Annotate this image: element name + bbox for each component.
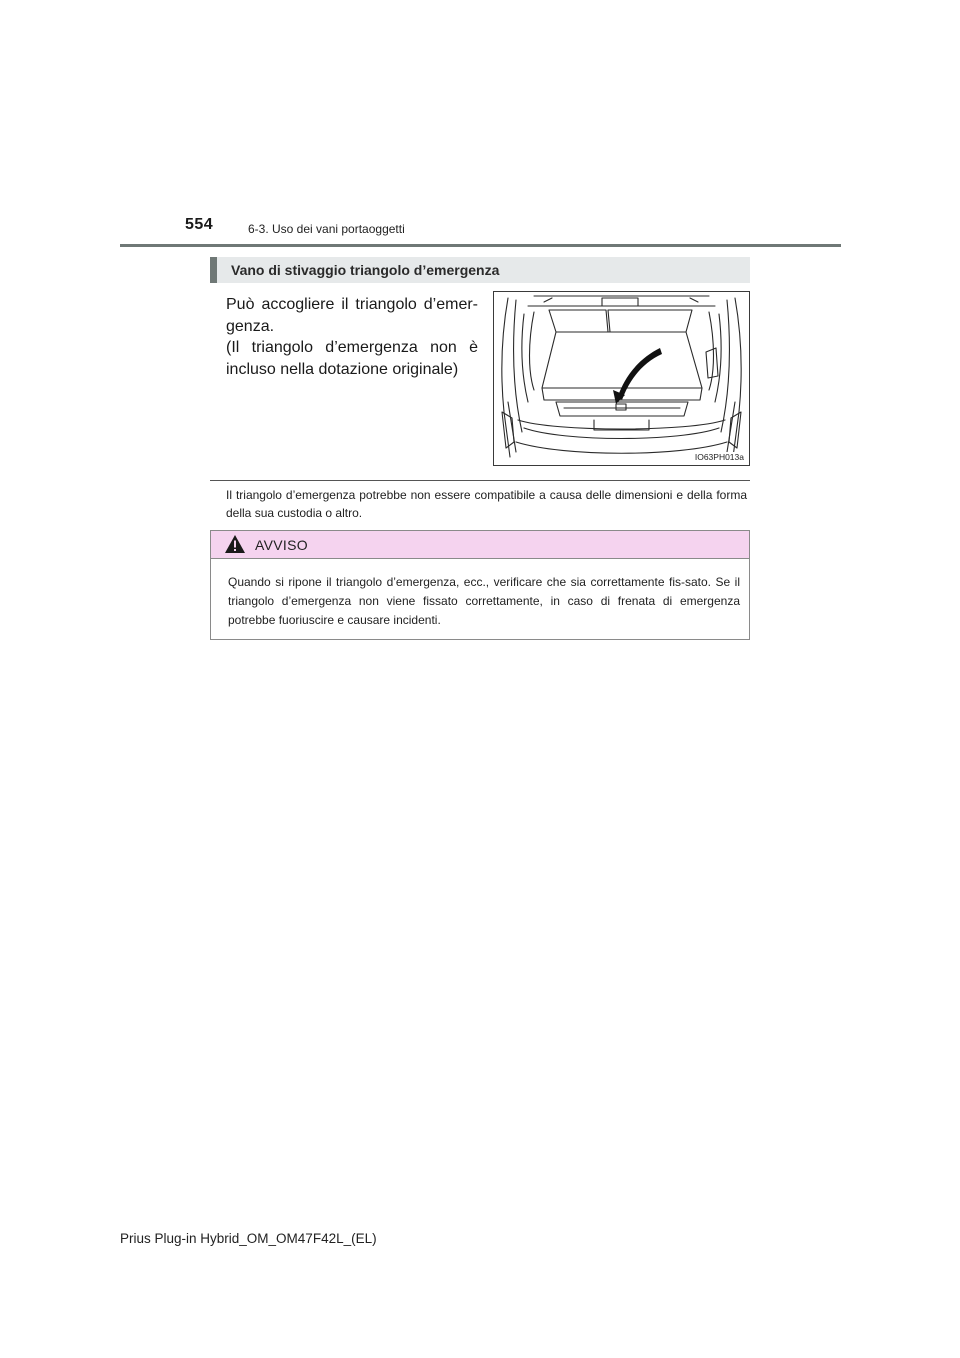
trunk-illustration: [493, 291, 750, 466]
header-rule: [120, 244, 841, 247]
footer-text: Prius Plug-in Hybrid_OM_OM47F42L_(EL): [120, 1231, 377, 1246]
body-text: [226, 294, 478, 380]
section-title: 6-3. Uso dei vani portaoggetti: [248, 222, 405, 236]
trunk-drawing: [494, 292, 749, 465]
section-heading-bar: [210, 257, 750, 283]
note-rule: [210, 480, 750, 481]
page-number: 554: [185, 216, 214, 233]
body-paragraph-1: Può accogliere il triangolo d’emer-genza.: [226, 296, 478, 335]
figure-code: IO63PH013a: [694, 452, 744, 462]
section-heading: Vano di stivaggio triangolo d’emergenza: [231, 262, 500, 278]
warning-label: AVVISO: [255, 537, 308, 553]
note-text: Il triangolo d’emergenza potrebbe non essere compatibile a causa delle dimensioni e della forma della sua custodia o altro.: [226, 488, 747, 520]
warning-text: Quando si ripone il triangolo d’emergenza, ecc., verificare che sia correttamente fis-sato. Se il triangolo d’emergenza non viene fissato correttamente, in caso di frenata di emergenza potrebbe fuoriuscire e causare incidenti.: [228, 575, 740, 627]
warning-triangle-icon: [224, 534, 246, 554]
warning-box: [210, 530, 750, 640]
body-paragraph-2: (Il triangolo d’emergenza non è incluso nella dotazione originale): [226, 339, 478, 378]
warning-header: [211, 531, 749, 559]
